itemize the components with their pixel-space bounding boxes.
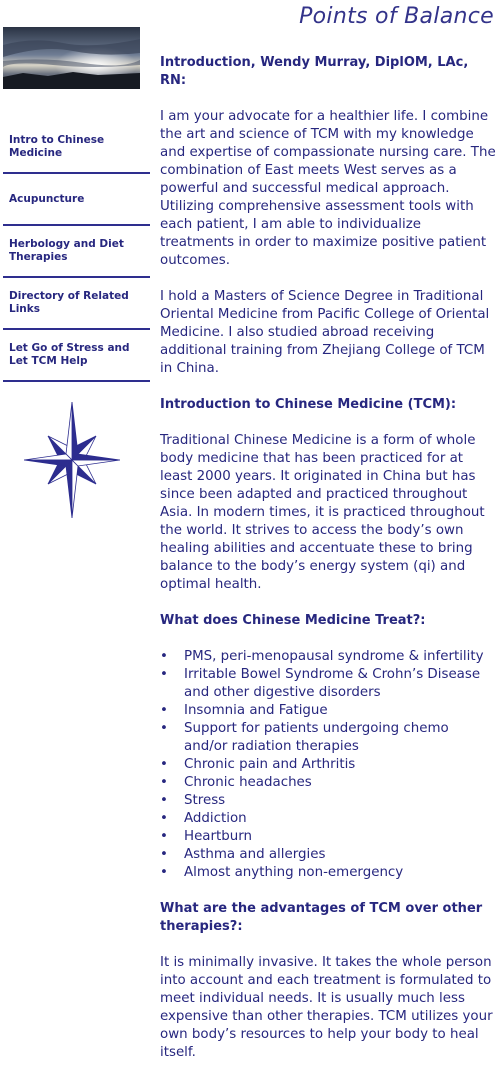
sidebar-nav [3,122,150,382]
main-content [160,54,496,1062]
site-title: Points of Balance [299,4,494,29]
list-item: • Almost anything non-emergency [160,864,496,882]
compass-star-icon [24,402,120,518]
list-item: • Stress [160,792,496,810]
list-item: • Heartburn [160,828,496,846]
nav-item-acupuncture[interactable]: Acupuncture [3,174,150,226]
list-item: • Support for patients undergoing chemo and/or radiation therapies [160,720,496,756]
nav-item-herbology-diet[interactable]: Herbology and Diet Therapies [3,226,150,278]
nav-item-intro-chinese-medicine[interactable]: Intro to Chinese Medicine [3,122,150,174]
list-item: • PMS, peri-menopausal syndrome & infertility [160,648,496,666]
treat-list [160,648,496,882]
intro-paragraph-2: I hold a Masters of Science Degree in Traditional Oriental Medicine from Pacific College of Oriental Medicine. I also studied abroad receiving additional training from Zhejiang College of TCM in China. [160,289,490,376]
list-item: • Irritable Bowel Syndrome & Crohn’s Disease and other digestive disorders [160,666,496,702]
list-item: • Addiction [160,810,496,828]
list-item: • Asthma and allergies [160,846,496,864]
intro-heading: Introduction, Wendy Murray, DiplOM, LAc, RN: [160,55,469,88]
nav-item-stress-tcm[interactable]: Let Go of Stress and Let TCM Help [3,330,150,382]
advantages-paragraph: It is minimally invasive. It takes the whole person into account and each treatment is formulated to meet individual needs. It is usually much less expensive than other therapies. TCM utilizes your own body’s resources to help your body to heal itself. [160,955,493,1060]
nav-item-related-links[interactable]: Directory of Related Links [3,278,150,330]
list-item: • Chronic headaches [160,774,496,792]
tcm-paragraph: Traditional Chinese Medicine is a form of whole body medicine that has been practiced for at least 2000 years. It originated in China but has since been adapted and practiced throughout Asia. In modern times, it is practiced throughout the world. It strives to access the body’s own healing abilities and accentuate these to bring balance to the body’s energy system (qi) and optimal health. [160,433,485,592]
tcm-heading: Introduction to Chinese Medicine (TCM): [160,397,457,412]
treat-heading: What does Chinese Medicine Treat?: [160,613,426,628]
advantages-heading: What are the advantages of TCM over other therapies?: [160,901,483,934]
header-sunset-image [3,27,140,89]
intro-paragraph-1: I am your advocate for a healthier life. I combine the art and science of TCM with my knowledge and expertise of compassionate nursing care. The combination of East meets West serves as a powerful and successful medical approach. Utilizing comprehensive assessment tools with each patient, I am able to individualize treatments in order to maximize positive patient outcomes. [160,109,496,268]
list-item: • Chronic pain and Arthritis [160,756,496,774]
list-item: • Insomnia and Fatigue [160,702,496,720]
